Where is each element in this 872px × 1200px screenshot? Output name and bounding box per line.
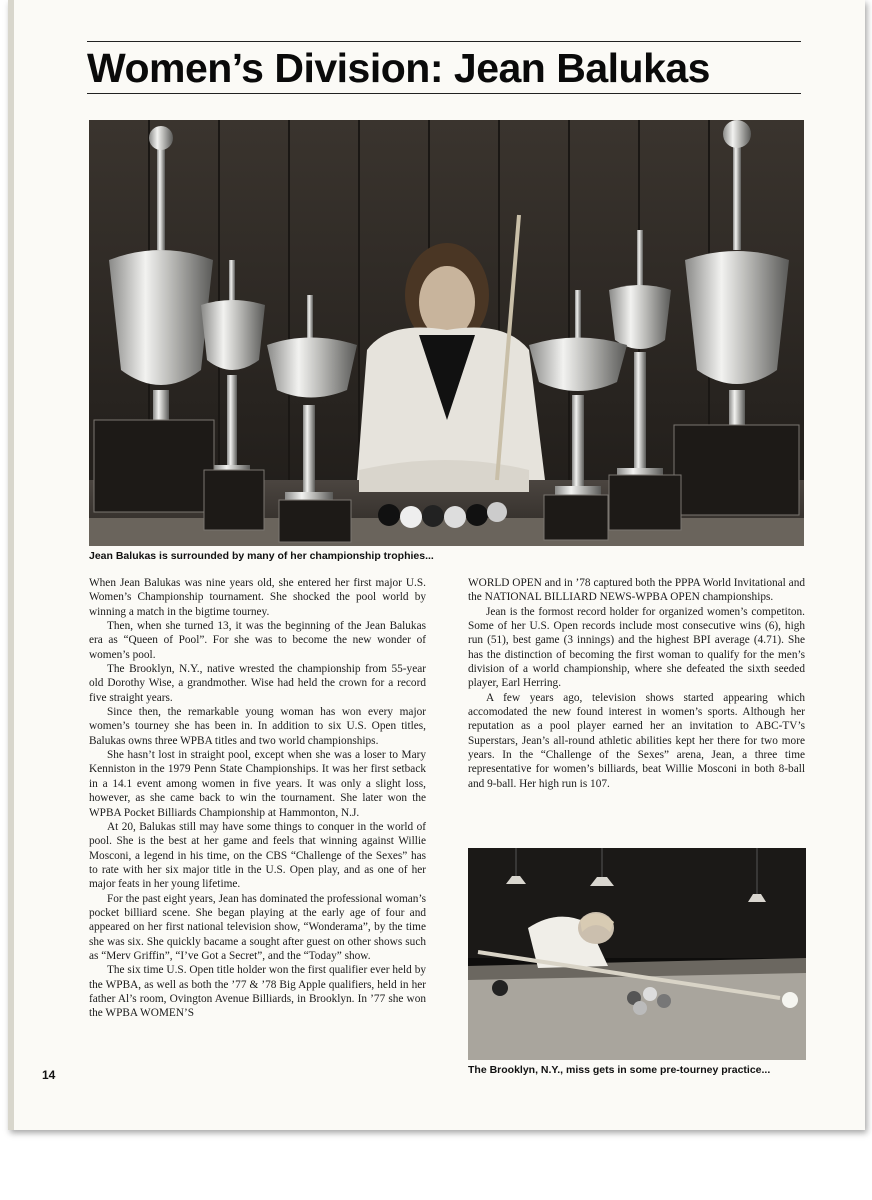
paragraph: For the past eight years, Jean has dominated the professional woman’s pocket billiard scene. She began playing at the early age of four and appeared on her first national television show, “Wonderama”, by the time she was six. She quickly bacame a sought after guest on other shows such as “Merv Griffin”, “I’ve Got a Secret”, and the “Today” show.	[89, 892, 426, 962]
title-top-rule	[87, 41, 801, 42]
paragraph: She hasn’t lost in straight pool, except when she was a loser to Mary Kenniston in the 1979 Penn State Championships. It was her first setback in a 14.1 event among women in five years. It was only a slight loss, however, as she came back to win the tournament. She later won the WPBA Pocket Billiards Championship at Hammonton, N.J.	[89, 749, 426, 819]
practice-photo-illustration	[468, 848, 806, 1060]
page-number: 14	[42, 1068, 56, 1082]
title-bottom-rule	[87, 93, 801, 94]
paragraph: WORLD OPEN and in ’78 captured both the PPPA World Invitational and the NATIONAL BILLIARD NEWS-WPBA OPEN championships.	[468, 577, 805, 604]
paragraph: The Brooklyn, N.Y., native wrested the championship from 55-year old Dorothy Wise, a grandmother. Wise had held the crown for a record five straight years.	[89, 663, 426, 704]
article-column-2	[468, 576, 805, 791]
page-edge	[8, 0, 14, 1130]
practice-photo	[468, 848, 806, 1060]
paragraph: Then, when she turned 13, it was the beginning of the Jean Balukas era as “Queen of Pool”. For she was to become the new wonder of women’s pool.	[89, 620, 426, 661]
page-title: Women’s Division: Jean Balukas	[87, 45, 710, 91]
top-photo-caption: Jean Balukas is surrounded by many of her championship trophies...	[89, 550, 434, 562]
article-column-1	[89, 576, 426, 1021]
paragraph: At 20, Balukas still may have some things to conquer in the world of pool. She is the best at her game and feels that winning against Willie Mosconi, a legend in his time, on the CBS “Challenge of the Sexes” has to rate with her six major title in the U.S. Open play, and as one of her major feats in her young lifetime.	[89, 820, 426, 891]
paragraph: When Jean Balukas was nine years old, she entered her first major U.S. Women’s Championship tournament. She shocked the pool world by winning a match in the bigtime tourney.	[89, 577, 426, 618]
trophies-photo	[89, 120, 804, 546]
paragraph: Jean is the formost record holder for organized women’s competiton. Some of her U.S. Open records include most consecutive wins (6), high run (51), best game (3 innings) and the highest BPI average (4.71). She has the distinction of becoming the first woman to qualify for the men’s division of a world championship, where she defeated the sixth seeded player, Earl Herring.	[468, 605, 805, 690]
bottom-photo-caption: The Brooklyn, N.Y., miss gets in some pre-tourney practice...	[468, 1064, 771, 1076]
paragraph: A few years ago, television shows started appearing which accomodated the new found interest in women’s sports. Although her reputation as a pool player earned her an invitation to ABC-TV’s Superstars, Jean’s all-round athletic abilities kept her there for two more years. In the “Challenge of the Sexes” arena, Jean, a three time representative for women’s billiards, beat Willie Mosconi in both 8-ball and 9-ball. Her high run is 107.	[468, 691, 805, 790]
paragraph: Since then, the remarkable young woman has won every major women’s tourney she has been in. In addition to six U.S. Open titles, Balukas owns three WPBA titles and two world championships.	[89, 706, 426, 747]
paragraph: The six time U.S. Open title holder won the first qualifier ever held by the WPBA, as well as both the ’77 & ’78 Big Apple qualifiers, held in her father Al’s room, Ovington Avenue Billiards, in Brooklyn. In ’77 she won the WPBA WOMEN’S	[89, 964, 426, 1020]
trophies-photo-illustration	[89, 120, 804, 546]
